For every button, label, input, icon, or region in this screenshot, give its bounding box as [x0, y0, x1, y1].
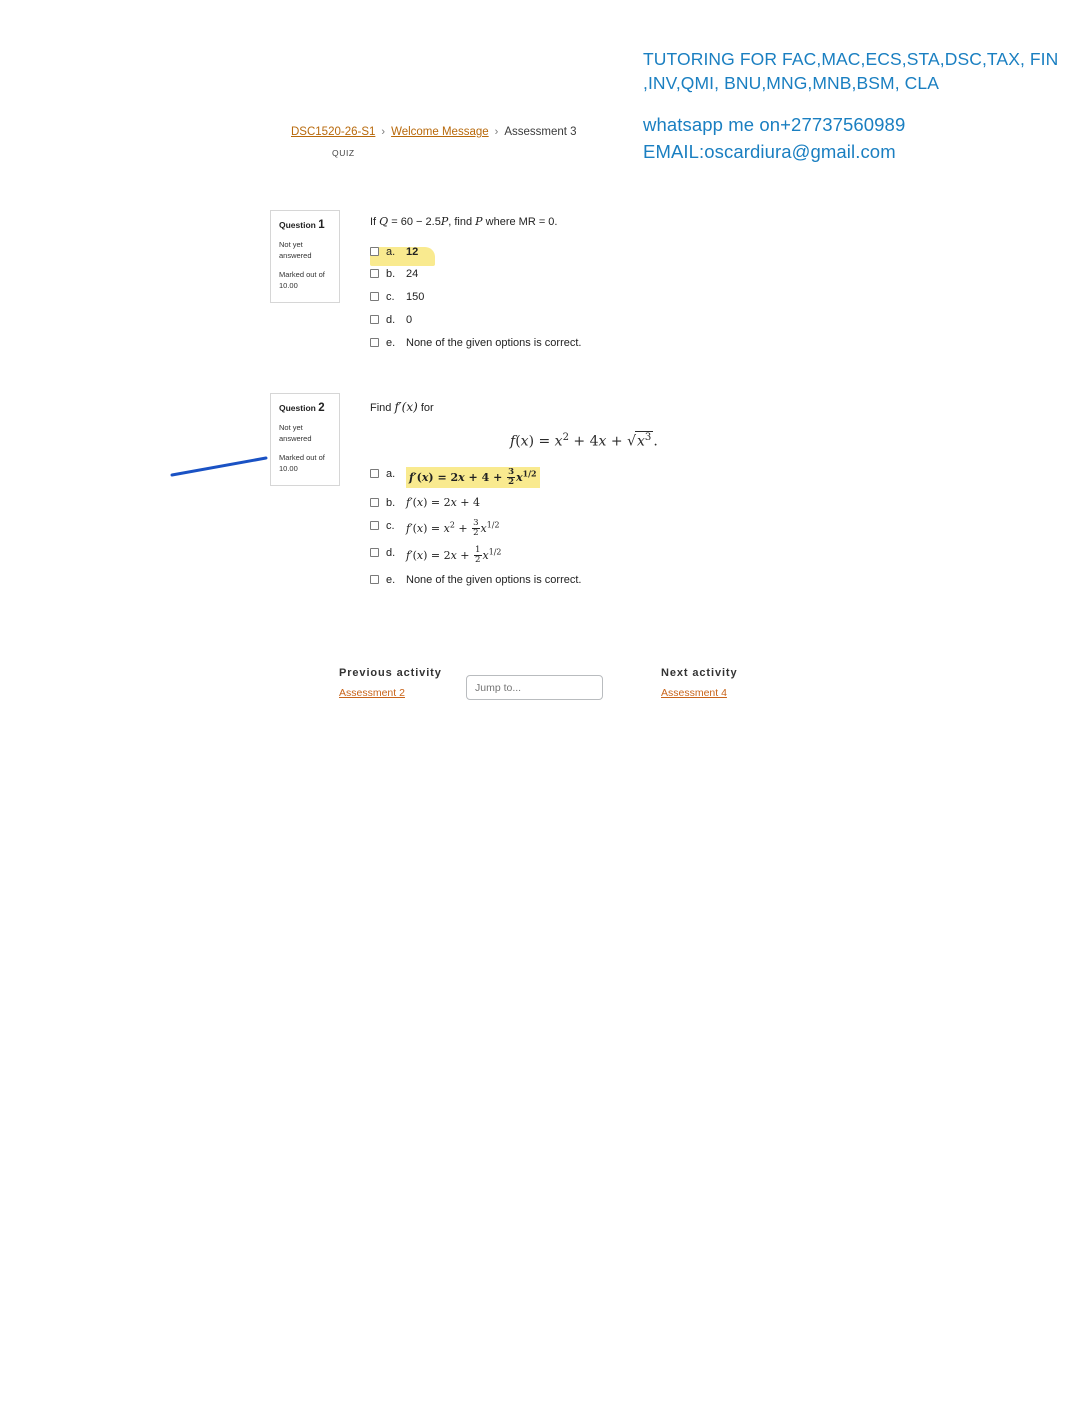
option-row[interactable]: [370, 245, 810, 260]
option-text: 0: [406, 314, 413, 327]
activity-type-label: QUIZ: [332, 148, 355, 158]
option-text: f′(x) = 2x + 4 + $\frac{3}{2}$ $x^{1/2}$: [406, 467, 540, 488]
option-text: None of the given options is correct.: [406, 336, 582, 349]
option-row[interactable]: [370, 336, 810, 351]
promo-banner: [643, 48, 1073, 166]
question-2-stem: Find f′(x) for: [370, 400, 434, 414]
question-1-number: Question 1: [279, 219, 325, 231]
question-1-status: Not yet answered: [279, 240, 312, 260]
option-text: 12: [406, 245, 419, 258]
option-text: f′(x) = 2x + $\frac{1}{2}$ $x^{1/2}$: [406, 545, 502, 565]
chevron-right-icon-2: ›: [494, 126, 499, 138]
checkbox-icon[interactable]: [370, 469, 379, 478]
chevron-right-icon: ›: [381, 126, 386, 138]
option-letter: c.: [386, 520, 395, 532]
breadcrumb-section-link[interactable]: Welcome Message: [391, 126, 489, 138]
previous-activity-block: [339, 667, 442, 699]
question-2-body: [370, 398, 810, 596]
promo-whatsapp-text: whatsapp me on+27737560989: [643, 114, 906, 136]
next-activity-block: [661, 667, 738, 699]
question-2-display-math: $f(x) = x^2 + 4x + √x^3$ .: [510, 431, 658, 450]
checkbox-icon[interactable]: [370, 247, 379, 256]
option-letter: b.: [386, 497, 396, 510]
option-row[interactable]: [370, 313, 810, 328]
checkbox-icon[interactable]: [370, 521, 379, 530]
checkbox-icon[interactable]: [370, 315, 379, 324]
option-row[interactable]: [370, 467, 810, 488]
breadcrumb-current: Assessment 3: [504, 126, 577, 138]
question-2-number: Question 2: [279, 402, 325, 414]
checkbox-icon[interactable]: [370, 292, 379, 301]
option-row[interactable]: [370, 496, 810, 511]
question-2-options: [370, 467, 810, 588]
checkbox-icon[interactable]: [370, 548, 379, 557]
next-activity-label: Next activity: [661, 667, 738, 679]
question-2-status: Not yet answered: [279, 423, 312, 443]
checkbox-icon[interactable]: [370, 498, 379, 507]
option-text: f′(x) = 2x + 4: [406, 496, 481, 510]
option-letter: d.: [386, 314, 396, 327]
question-2-marks: Marked out of 10.00: [279, 452, 325, 473]
option-text: $f'(x) = x^2$ + $\frac{3}{2}$ $x^{1/2}$: [406, 518, 500, 538]
option-letter: e.: [386, 336, 396, 349]
checkbox-icon[interactable]: [370, 338, 379, 347]
option-row[interactable]: [370, 573, 810, 588]
jump-to-input[interactable]: [466, 675, 603, 700]
checkbox-icon[interactable]: [370, 269, 379, 278]
breadcrumb-course-link[interactable]: DSC1520-26-S1: [291, 126, 376, 138]
option-row[interactable]: [370, 267, 810, 282]
previous-activity-link[interactable]: Assessment 2: [339, 687, 405, 699]
question-1-marks: Marked out of 10.00: [279, 269, 325, 290]
blue-arrow-annotation: [170, 455, 270, 477]
option-text: 150: [406, 291, 425, 304]
question-1-stem: If Q = 60 − 2.5P, find P where MR = 0.: [370, 215, 558, 228]
option-text: 24: [406, 268, 419, 281]
question-1-info-box: [270, 210, 340, 303]
question-2-info-box: [270, 393, 340, 486]
breadcrumb: [291, 126, 577, 138]
checkbox-icon[interactable]: [370, 575, 379, 584]
next-activity-link[interactable]: Assessment 4: [661, 687, 727, 699]
option-letter: a.: [386, 468, 396, 481]
promo-email-text: EMAIL:oscardiura@gmail.com: [643, 141, 896, 163]
option-letter: c.: [386, 291, 395, 304]
question-1-options: [370, 245, 810, 351]
option-row[interactable]: [370, 546, 810, 565]
option-row[interactable]: [370, 290, 810, 305]
option-letter: a.: [386, 245, 396, 258]
previous-activity-label: Previous activity: [339, 667, 442, 679]
option-letter: e.: [386, 574, 396, 586]
option-text: None of the given options is correct.: [406, 574, 582, 586]
option-row[interactable]: [370, 519, 810, 538]
question-1-body: [370, 214, 810, 359]
promo-subjects-text: TUTORING FOR FAC,MAC,ECS,STA,DSC,TAX, FIN ,INV,QMI, BNU,MNG,MNB,BSM, CLA: [643, 49, 1059, 93]
option-letter: d.: [386, 547, 396, 559]
option-letter: b.: [386, 268, 396, 281]
